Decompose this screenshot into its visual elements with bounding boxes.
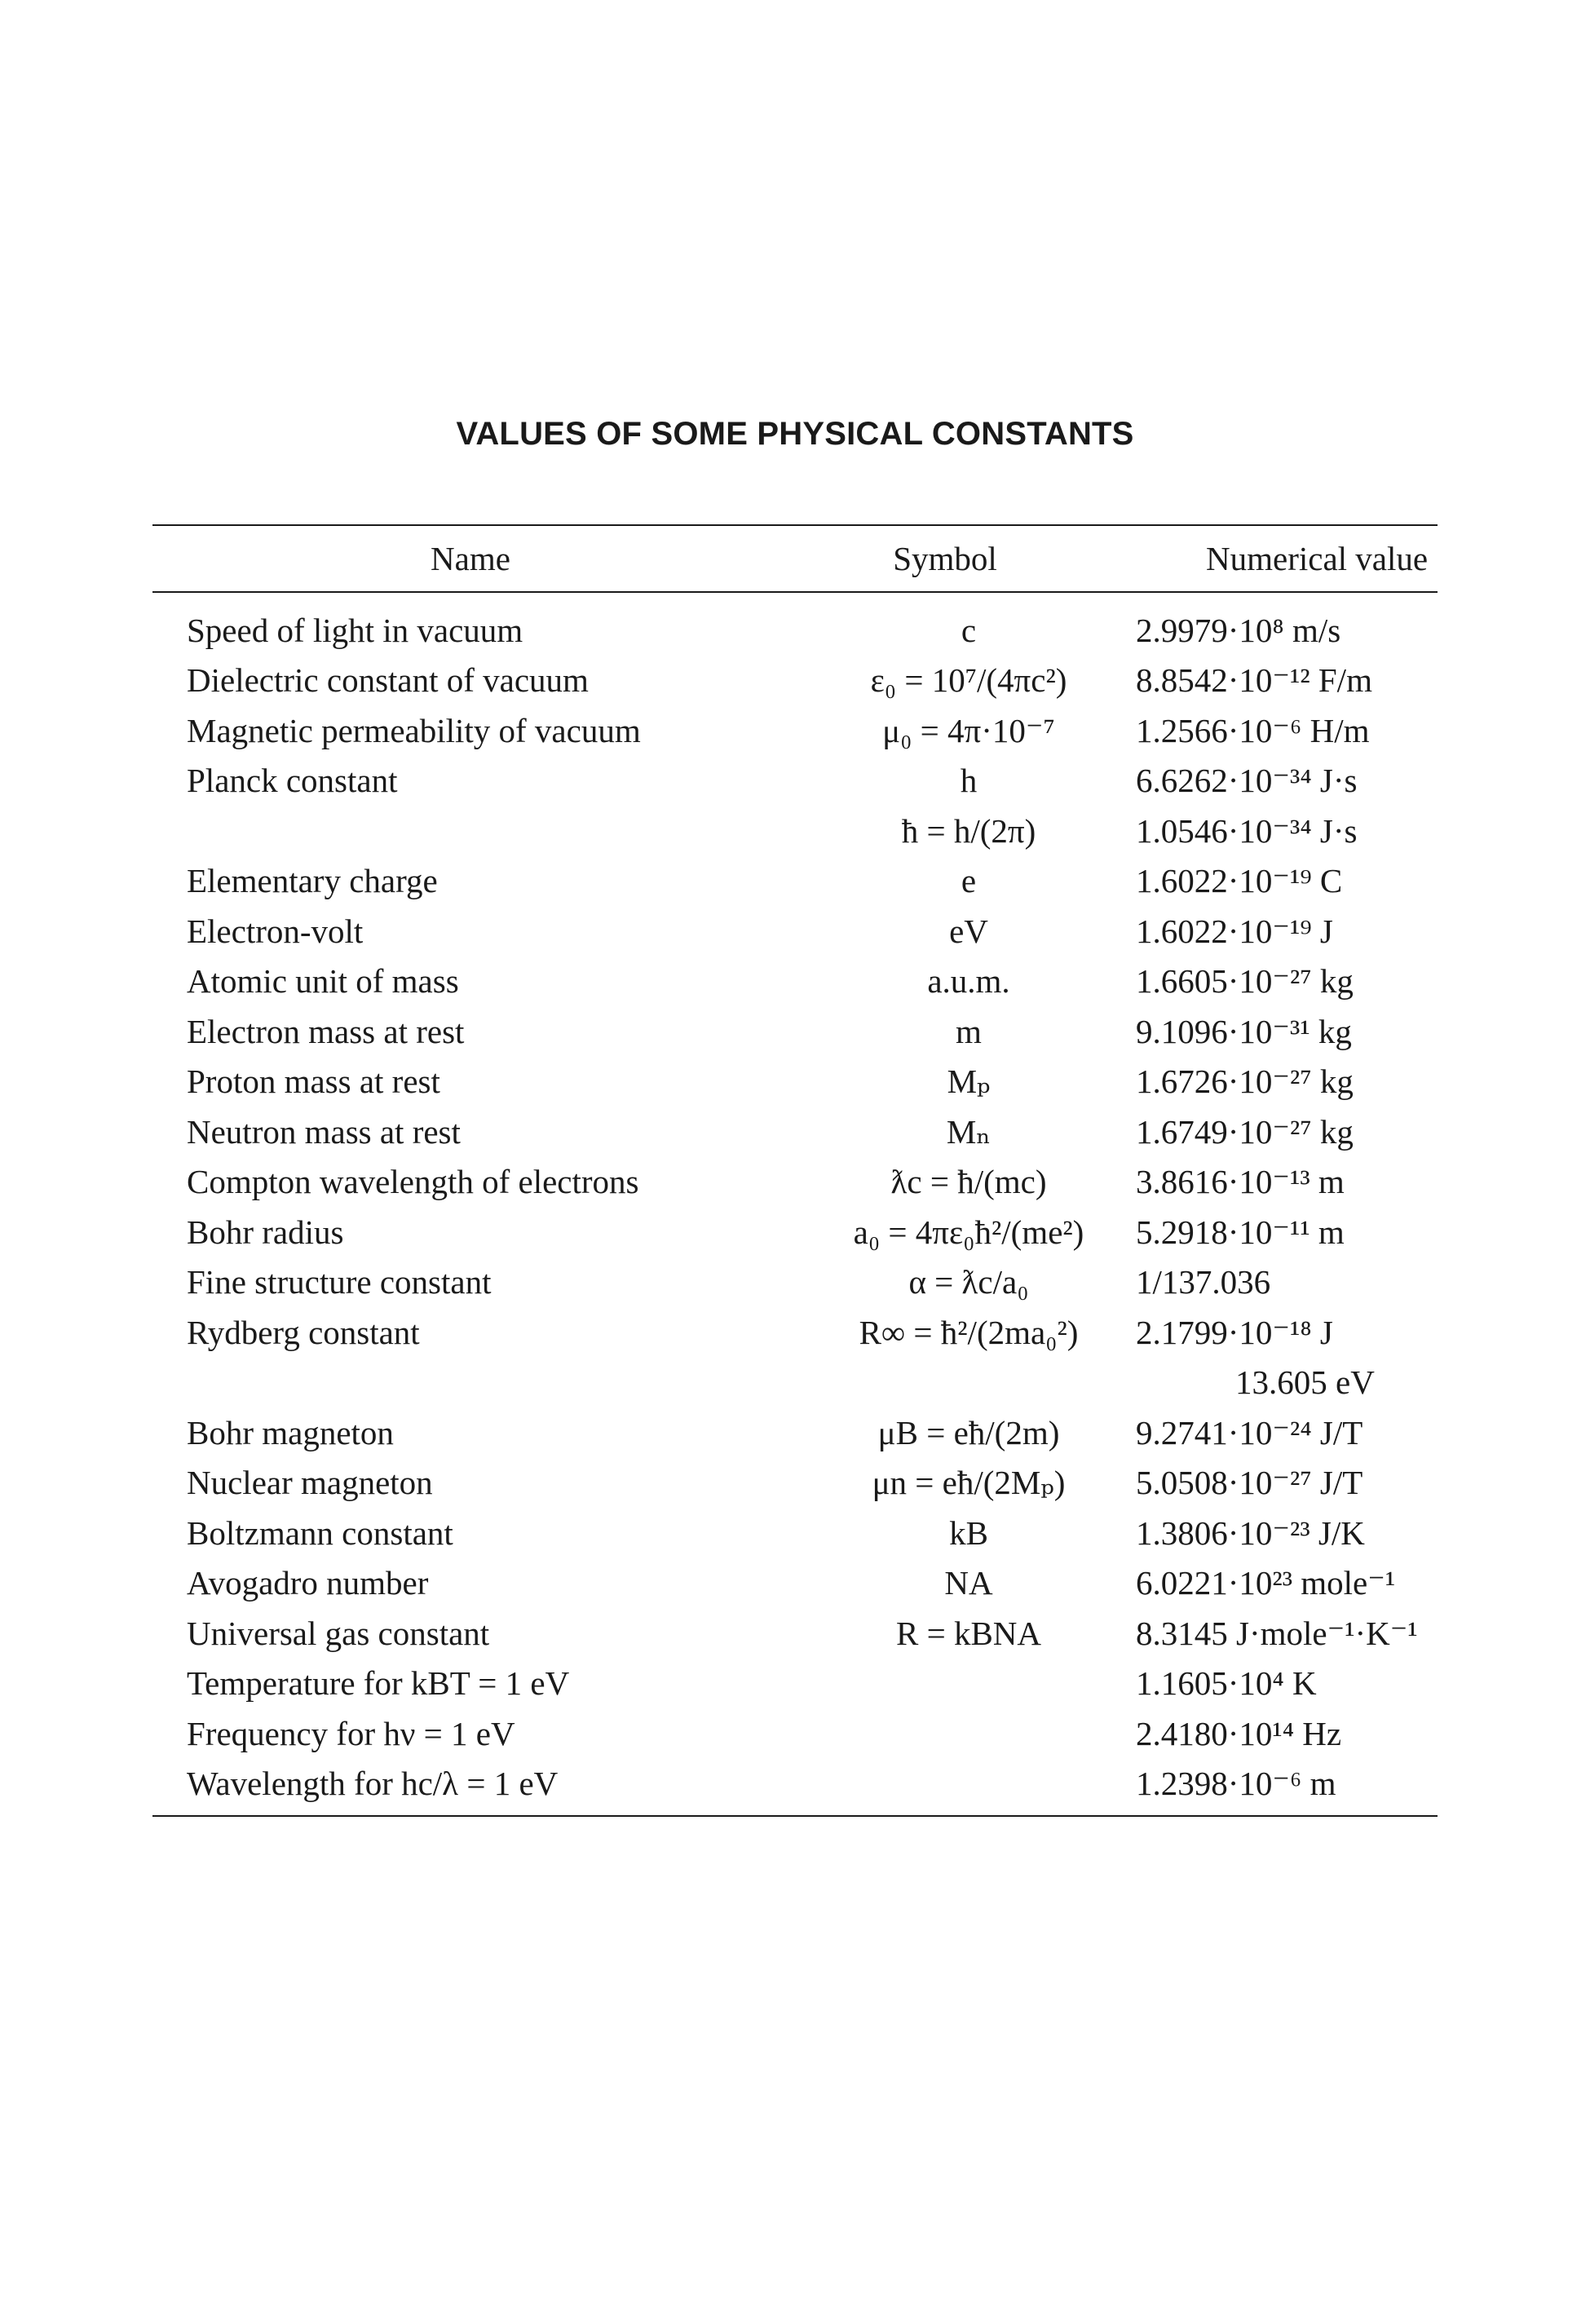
constant-value: 5.0508·10⁻²⁷ J/T: [1136, 1464, 1363, 1502]
constant-symbol: Mₙ: [946, 1112, 992, 1151]
constant-value: 1.6605·10⁻²⁷ kg: [1136, 962, 1354, 1001]
constant-symbol: R = kBNA: [895, 1614, 1042, 1652]
constant-name: Rydberg constant: [187, 1313, 420, 1351]
table-row: [152, 705, 1438, 756]
constant-value: 5.2918·10⁻¹¹ m: [1136, 1213, 1345, 1251]
constant-name: Compton wavelength of electrons: [187, 1163, 639, 1201]
table-row: [152, 1558, 1438, 1609]
constant-symbol: kB: [949, 1513, 988, 1552]
table-row: [152, 1508, 1438, 1558]
table-row: [152, 1608, 1438, 1659]
constant-value: 1.1605·10⁴ K: [1136, 1664, 1317, 1703]
table-row: [152, 906, 1438, 957]
constant-symbol: eV: [949, 912, 988, 950]
constant-value: 1.6749·10⁻²⁷ kg: [1136, 1112, 1354, 1151]
constant-name: Speed of light in vacuum: [187, 611, 523, 649]
table-row: [152, 1257, 1438, 1308]
constant-symbol: e: [961, 862, 977, 900]
constants-table: [152, 524, 1438, 1817]
constant-value: 1/137.036: [1136, 1263, 1271, 1301]
constant-name: Dielectric constant of vacuum: [187, 661, 589, 700]
table-row: [152, 1358, 1438, 1408]
constant-value: 1.2398·10⁻⁶ m: [1136, 1765, 1336, 1803]
constant-name: Electron mass at rest: [187, 1012, 465, 1050]
table-row: [152, 1107, 1438, 1157]
constant-value: 2.4180·10¹⁴ Hz: [1136, 1714, 1342, 1752]
table-row: [152, 1407, 1438, 1458]
header-symbol: Symbol: [893, 540, 997, 577]
constant-name: Frequency for hν = 1 eV: [187, 1714, 515, 1752]
page-title: VALUES OF SOME PHYSICAL CONSTANTS: [456, 416, 1134, 452]
constant-value: 1.0546·10⁻³⁴ J·s: [1136, 811, 1358, 850]
table-row: [152, 806, 1438, 856]
table-row: [152, 1307, 1438, 1358]
table-row: [152, 1057, 1438, 1107]
constant-name: Avogadro number: [187, 1564, 429, 1602]
constant-name: Planck constant: [187, 762, 398, 800]
table-row: [152, 1759, 1438, 1809]
constant-symbol: m: [956, 1012, 982, 1050]
constant-name: Boltzmann constant: [187, 1513, 453, 1552]
table-row: [152, 1006, 1438, 1057]
constant-symbol: Mₚ: [947, 1063, 991, 1101]
constant-value: 8.3145 J·mole⁻¹·K⁻¹: [1136, 1614, 1418, 1652]
constant-name: Wavelength for hc/λ = 1 eV: [187, 1765, 559, 1803]
constant-name: Bohr magneton: [187, 1413, 394, 1451]
constant-name: Universal gas constant: [187, 1614, 490, 1652]
constant-symbol: c: [961, 611, 977, 649]
header-value: Numerical value: [1206, 540, 1429, 577]
constant-value: 1.2566·10⁻⁶ H/m: [1136, 711, 1370, 749]
table-row: [152, 856, 1438, 907]
constant-symbol: R∞ = ħ²/(2ma₀²): [859, 1313, 1079, 1351]
constant-symbol: ε₀ = 10⁷/(4πc²): [870, 661, 1067, 700]
header-name: Name: [431, 540, 510, 577]
table-header-row: [152, 526, 1438, 591]
table-row: [152, 1708, 1438, 1759]
constant-value: 3.8616·10⁻¹³ m: [1136, 1163, 1345, 1201]
constant-name: Bohr radius: [187, 1213, 344, 1251]
table-row: [152, 1157, 1438, 1208]
constant-name: Temperature for kBT = 1 eV: [187, 1664, 570, 1703]
constant-name: Nuclear magneton: [187, 1464, 433, 1502]
constant-value: 2.9979·10⁸ m/s: [1136, 611, 1341, 649]
constant-value: 1.3806·10⁻²³ J/K: [1136, 1513, 1365, 1552]
constant-symbol: μ₀ = 4π·10⁻⁷: [882, 711, 1055, 749]
constant-name: Elementary charge: [187, 862, 438, 900]
table-row: [152, 756, 1438, 806]
constant-symbol: α = ƛc/a₀: [908, 1263, 1029, 1301]
constant-symbol: μn = eħ/(2Mₚ): [872, 1464, 1066, 1502]
constant-value: 1.6022·10⁻¹⁹ J: [1136, 912, 1333, 950]
table-row: [152, 1207, 1438, 1257]
constant-name: Electron-volt: [187, 912, 364, 950]
constant-value: 9.2741·10⁻²⁴ J/T: [1136, 1413, 1363, 1451]
constant-value: 6.0221·10²³ mole⁻¹: [1136, 1564, 1396, 1602]
constant-symbol: a.u.m.: [927, 962, 1010, 1001]
table-row: [152, 1659, 1438, 1709]
constant-name: Atomic unit of mass: [187, 962, 459, 1001]
constant-value: 13.605 eV: [1235, 1363, 1375, 1402]
table-row: [152, 1458, 1438, 1509]
constant-symbol: μB = eħ/(2m): [877, 1413, 1060, 1451]
constant-symbol: ƛc = ħ/(mc): [890, 1163, 1047, 1201]
table-bottom-rule: [152, 1815, 1438, 1817]
constant-symbol: a₀ = 4πε₀ħ²/(me²): [853, 1213, 1084, 1251]
constant-name: Magnetic permeability of vacuum: [187, 711, 641, 749]
constant-value: 8.8542·10⁻¹² F/m: [1136, 661, 1372, 700]
table-row: [152, 957, 1438, 1007]
constant-value: 1.6022·10⁻¹⁹ C: [1136, 862, 1343, 900]
constant-value: 1.6726·10⁻²⁷ kg: [1136, 1063, 1354, 1101]
constant-name: Fine structure constant: [187, 1263, 492, 1301]
constant-symbol: NA: [944, 1564, 993, 1602]
table-row: [152, 605, 1438, 656]
table-row: [152, 656, 1438, 706]
constant-value: 6.6262·10⁻³⁴ J·s: [1136, 762, 1358, 800]
constant-value: 9.1096·10⁻³¹ kg: [1136, 1012, 1352, 1050]
constant-name: Proton mass at rest: [187, 1063, 440, 1101]
constant-name: Neutron mass at rest: [187, 1112, 461, 1151]
constant-value: 2.1799·10⁻¹⁸ J: [1136, 1313, 1333, 1351]
table-body: [152, 593, 1438, 1815]
constant-symbol: h: [960, 762, 978, 800]
constant-symbol: ħ = h/(2π): [901, 811, 1036, 850]
